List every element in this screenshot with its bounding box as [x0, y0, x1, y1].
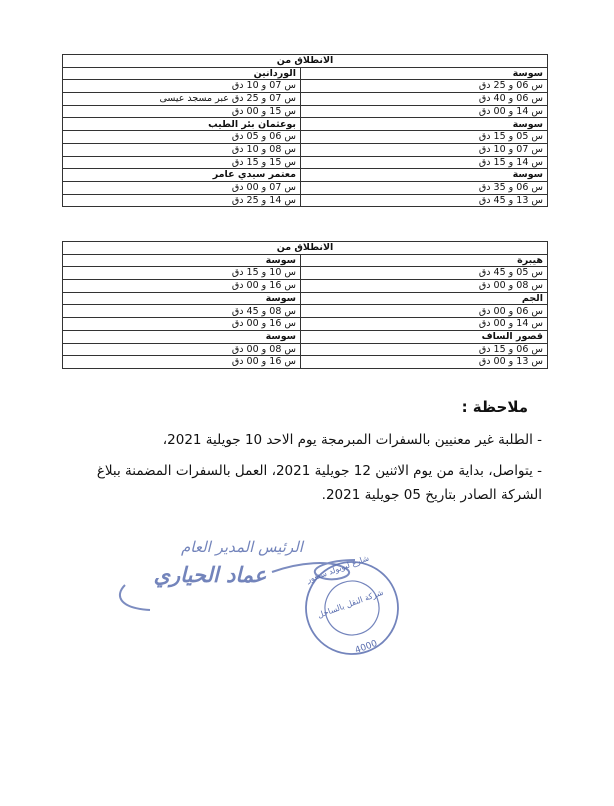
signature-name: عماد الحياري — [153, 563, 267, 587]
table-row — [63, 93, 548, 106]
stamp-street-text: شارع ليوبولد سنغور — [305, 553, 371, 585]
table-cell: س 16 و 00 دق — [63, 280, 301, 293]
table-row — [63, 280, 548, 293]
table-cell: س 16 و 00 دق — [63, 356, 301, 369]
table-row — [63, 194, 548, 207]
table-cell: س 13 و 00 دق — [301, 356, 548, 369]
table-cell: س 06 و 05 دق — [63, 131, 301, 144]
table-row — [63, 318, 548, 331]
table-row — [63, 156, 548, 169]
schedule-table-1 — [62, 54, 548, 207]
signature-stamp-block — [0, 520, 614, 670]
table-header-row — [63, 242, 548, 255]
notes-title: ملاحظة : — [461, 398, 528, 416]
table-cell: س 05 و 15 دق — [301, 131, 548, 144]
table-header: الانطلاق من — [63, 242, 548, 255]
table-cell: س 15 و 00 دق — [63, 105, 301, 118]
table-row — [63, 67, 548, 80]
table-row — [63, 292, 548, 305]
table-cell: الوردانين — [63, 67, 301, 80]
table-cell: س 14 و 00 دق — [301, 105, 548, 118]
table-row — [63, 330, 548, 343]
table-cell: س 08 و 10 دق — [63, 143, 301, 156]
note-line-2: - يتواصل، بداية من يوم الاثنين 12 جويلية 2021، العمل بالسفرات المضمنة ببلاغ الشركة الصادر بتاريخ 05 جويلية 2021. — [96, 463, 542, 503]
table-cell: س 08 و 00 دق — [63, 343, 301, 356]
company-stamp — [293, 549, 411, 668]
table-cell: الجم — [301, 292, 548, 305]
table-row — [63, 267, 548, 280]
table-cell: س 06 و 00 دق — [301, 305, 548, 318]
table-cell: سوسة — [63, 292, 301, 305]
stamp-postal-code: 4000 — [353, 638, 379, 657]
table-cell: سوسة — [63, 330, 301, 343]
stamp-inner-text: شركة النقل بالساحل — [316, 587, 385, 620]
table-cell: س 14 و 25 دق — [63, 194, 301, 207]
table-cell: س 15 و 15 دق — [63, 156, 301, 169]
table-row — [63, 131, 548, 144]
table-cell: س 14 و 00 دق — [301, 318, 548, 331]
table-cell: س 06 و 40 دق — [301, 93, 548, 106]
table-cell: س 07 و 00 دق — [63, 181, 301, 194]
table-cell: س 07 و 25 دق عبر مسجد عيسى — [63, 93, 301, 106]
table-row — [63, 118, 548, 131]
table-cell: قصور الساف — [301, 330, 548, 343]
table-row — [63, 181, 548, 194]
table-row — [63, 143, 548, 156]
table-row — [63, 254, 548, 267]
schedule-table-2 — [62, 241, 548, 369]
signature-title: الرئيس المدير العام — [181, 538, 303, 556]
table-cell: سوسة — [301, 169, 548, 182]
table-cell: سوسة — [63, 254, 301, 267]
table-cell: بوعثمان بئر الطيب — [63, 118, 301, 131]
table-row — [63, 80, 548, 93]
note-line-1: - الطلبة غير معنيين بالسفرات المبرمجة يوم الاحد 10 جويلية 2021، — [162, 432, 542, 448]
table-cell: س 16 و 00 دق — [63, 318, 301, 331]
table-cell: س 05 و 45 دق — [301, 267, 548, 280]
table-row — [63, 305, 548, 318]
table-row — [63, 105, 548, 118]
table-cell: س 06 و 25 دق — [301, 80, 548, 93]
table-cell: س 14 و 15 دق — [301, 156, 548, 169]
table-cell: سوسة — [301, 118, 548, 131]
table-cell: س 06 و 35 دق — [301, 181, 548, 194]
table-cell: سوسة — [301, 67, 548, 80]
table-cell: س 07 و 10 دق — [301, 143, 548, 156]
table-row — [63, 169, 548, 182]
table-cell: معتمر سيدي عامر — [63, 169, 301, 182]
table-row — [63, 343, 548, 356]
table-header-row — [63, 55, 548, 68]
table-cell: س 08 و 00 دق — [301, 280, 548, 293]
table-header: الانطلاق من — [63, 55, 548, 68]
table-cell: هيبرة — [301, 254, 548, 267]
table-cell: س 10 و 15 دق — [63, 267, 301, 280]
table-cell: س 07 و 10 دق — [63, 80, 301, 93]
table-cell: س 13 و 45 دق — [301, 194, 548, 207]
table-cell: س 06 و 15 دق — [301, 343, 548, 356]
table-cell: س 08 و 45 دق — [63, 305, 301, 318]
table-row — [63, 356, 548, 369]
